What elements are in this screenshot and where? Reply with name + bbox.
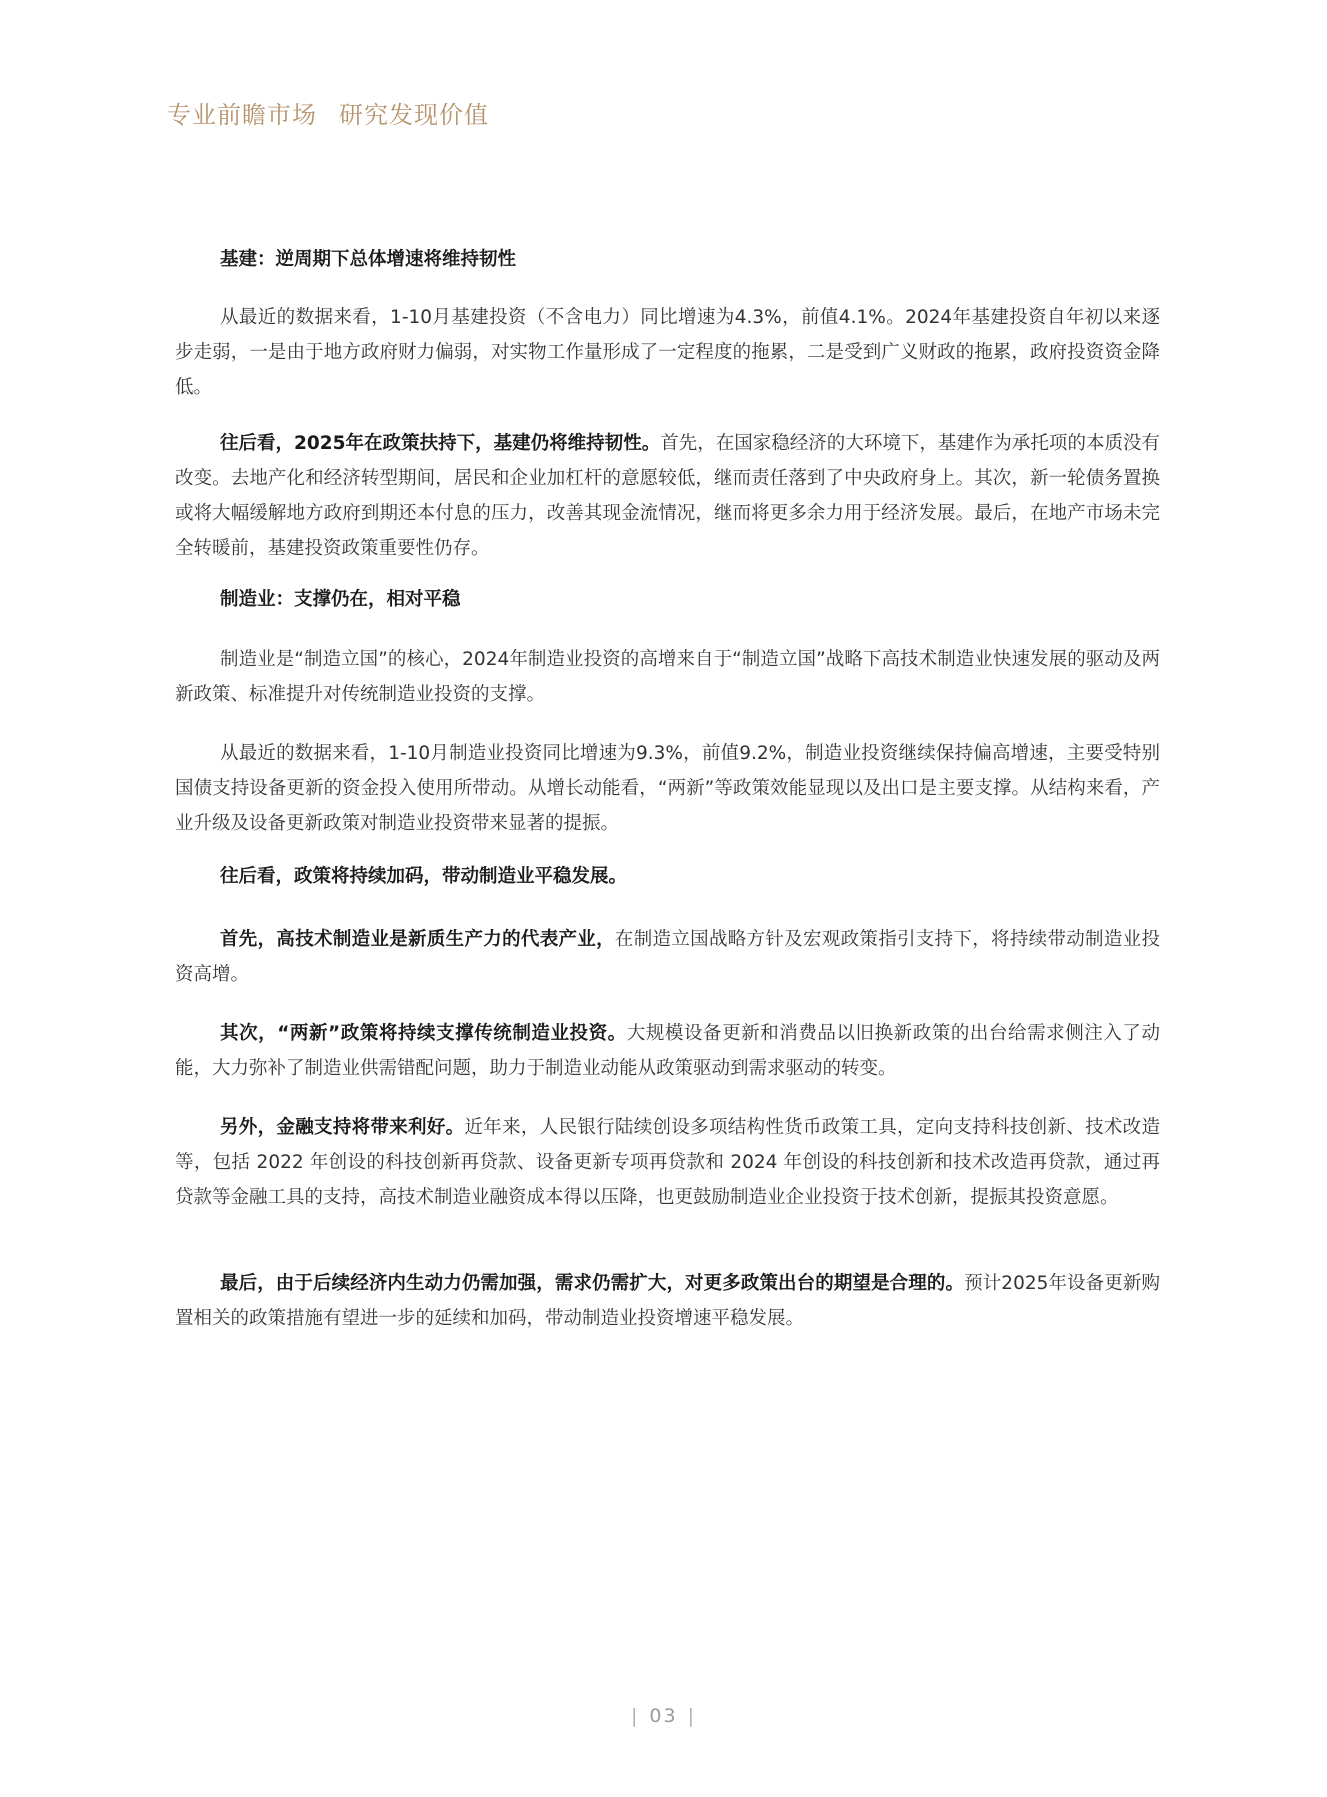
paragraph-first-point-body: 在制造立国战略方针及宏观政策指引支持下，将持续带动制造业投资高增。	[175, 929, 1160, 985]
slogan-part-1: 专业前瞻市场	[167, 101, 317, 129]
page-number-left-divider: |	[631, 1705, 640, 1727]
page-number-value: 03	[649, 1705, 678, 1727]
slogan-part-2: 研究发现价值	[339, 101, 489, 129]
paragraph-first-point-lead: 首先，高技术制造业是新质生产力的代表产业，	[220, 929, 615, 950]
paragraph-manufacturing-data: 从最近的数据来看，1-10月制造业投资同比增速为9.3%，前值9.2%，制造业投资继续保持偏高增速，主要受特别国债支持设备更新的资金投入使用所带动。从增长动能看，“两新”等政策效能显现以及出口是主要支撑。从结构来看，产业升级及设备更新政策对制造业投资带来显著的提振。	[175, 743, 1160, 834]
paragraph-manufacturing-core: 制造业是“制造立国”的核心，2024年制造业投资的高增来自于“制造立国”战略下高技术制造业快速发展的驱动及两新政策、标准提升对传统制造业投资的支撑。	[175, 649, 1160, 705]
paragraph-second-point	[175, 1016, 1160, 1086]
paragraph-final-point	[175, 1266, 1160, 1336]
paragraph-second-point-body: 大规模设备更新和消费品以旧换新政策的出台给需求侧注入了动能，大力弥补了制造业供需错配问题，助力于制造业动能从政策驱动到需求驱动的转变。	[175, 1023, 1160, 1079]
paragraph-infrastructure-outlook-lead: 往后看，2025年在政策扶持下，基建仍将维持韧性。	[220, 433, 661, 454]
section-heading-infrastructure: 基建：逆周期下总体增速将维持韧性	[220, 249, 517, 270]
section-heading-manufacturing-outlook: 往后看，政策将持续加码，带动制造业平稳发展。	[220, 866, 628, 887]
paragraph-second-point-lead: 其次，“两新”政策将持续支撑传统制造业投资。	[220, 1023, 627, 1044]
paragraph-third-point-lead: 另外，金融支持将带来利好。	[220, 1117, 465, 1138]
section-heading-manufacturing: 制造业：支撑仍在，相对平稳	[220, 589, 461, 610]
paragraph-final-point-body: 预计2025年设备更新购置相关的政策措施有望进一步的延续和加码，带动制造业投资增速平稳发展。	[175, 1273, 1160, 1329]
paragraph-infrastructure-outlook-body: 首先，在国家稳经济的大环境下，基建作为承托项的本质没有改变。去地产化和经济转型期间，居民和企业加杠杆的意愿较低，继而责任落到了中央政府身上。其次，新一轮债务置换或将大幅缓解地方政府到期还本付息的压力，改善其现金流情况，继而将更多余力用于经济发展。最后，在地产市场未完全转暖前，基建投资政策重要性仍存。	[175, 433, 1160, 559]
paragraph-infrastructure-outlook	[175, 426, 1160, 566]
header-slogan	[167, 95, 489, 130]
paragraph-infrastructure-data: 从最近的数据来看，1-10月基建投资（不含电力）同比增速为4.3%，前值4.1%。2024年基建投资自年初以来逐步走弱，一是由于地方政府财力偏弱，对实物工作量形成了一定程度的拖累，二是受到广义财政的拖累，政府投资资金降低。	[175, 307, 1160, 398]
paragraph-third-point-body: 近年来，人民银行陆续创设多项结构性货币政策工具，定向支持科技创新、技术改造等，包括 2022 年创设的科技创新再贷款、设备更新专项再贷款和 2024 年创设的科技创新和技术改造再贷款，通过再贷款等金融工具的支持，高技术制造业融资成本得以压降，也更鼓励制造业企业投资于技术创新，提振其投资意愿。	[175, 1117, 1160, 1208]
paragraph-final-point-lead: 最后，由于后续经济内生动力仍需加强，需求仍需扩大，对更多政策出台的期望是合理的。	[220, 1273, 965, 1294]
paragraph-third-point	[175, 1110, 1160, 1215]
page-number-right-divider: |	[687, 1705, 696, 1727]
paragraph-first-point	[175, 922, 1160, 992]
page-number	[0, 1705, 1327, 1727]
